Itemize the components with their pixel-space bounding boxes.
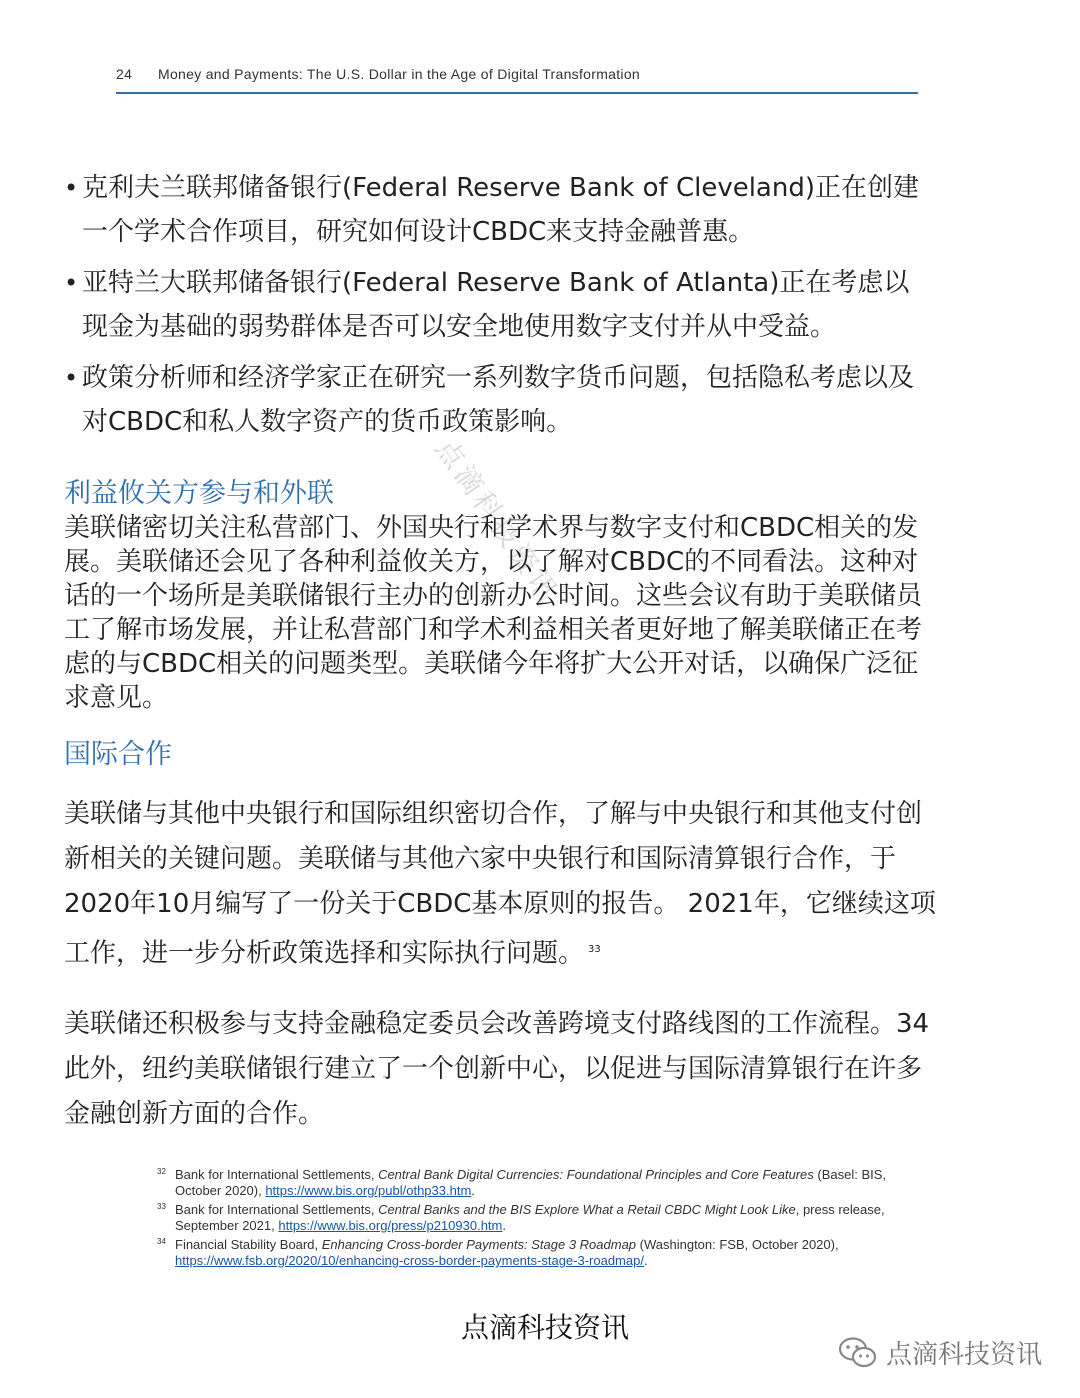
international-paragraph-2: 美联储还积极参与支持金融稳定委员会改善跨境支付路线图的工作流程。34此外，纽约美联储银行建立了一个创新中心，以促进与国际清算银行在许多金融创新方面的合作。 [64, 1009, 930, 1129]
paragraph-text: 美联储与其他中央银行和国际组织密切合作，了解与中央银行和其他支付创新相关的关键问题。美联储与其他六家中央银行和国际清算银行合作，于2020年10月编写了一份关于CBDC基本原则的报告。 2021年，它继续这项工作，进一步分析政策选择和实际执行问题。 [64, 799, 936, 969]
footnotes [157, 1167, 907, 1272]
bullet-text: 亚特兰大联邦储备银行(Federal Reserve Bank of Atlanta)正在考虑以现金为基础的弱势群体是否可以安全地使用数字支付并从中受益。 [82, 268, 910, 342]
bullet-text: 政策分析师和经济学家正在研究一系列数字货币问题，包括隐私考虑以及对CBDC和私人数字资产的货币政策影响。 [82, 363, 915, 437]
wechat-account-name: 点滴科技资讯 [886, 1340, 1043, 1370]
page-header [116, 66, 918, 94]
footnote [157, 1202, 907, 1234]
footnote [157, 1167, 907, 1199]
footnote-title: Enhancing Cross-border Payments: Stage 3 Roadmap [321, 1237, 637, 1252]
footnote-title: Central Banks and the BIS Explore What a Retail CBDC Might Look Like [378, 1202, 796, 1217]
footnote-text: (Basel: BIS, October 2020), [175, 1167, 887, 1198]
footnote-title: Central Bank Digital Currencies: Foundational Principles and Core Features [378, 1167, 814, 1182]
footnote-link[interactable]: https://www.fsb.org/2020/10/enhancing-cross-border-payments-stage-3-roadmap/ [175, 1253, 644, 1268]
footnote-text: . [643, 1253, 648, 1268]
footnote-mark: 34 [157, 1237, 166, 1246]
bullet-item [64, 166, 934, 254]
section-heading-international: 国际合作 [64, 739, 172, 770]
international-paragraph-1 [64, 792, 939, 977]
footnote-mark: 33 [157, 1202, 166, 1211]
footnote-text: Financial Stability Board, [175, 1237, 322, 1252]
section-heading-stakeholders: 利益攸关方参与和外联 [64, 478, 334, 509]
bullet-icon: • [64, 364, 79, 392]
footnote-link[interactable]: https://www.bis.org/publ/othp33.htm [265, 1183, 472, 1198]
footnote-mark: 32 [157, 1167, 166, 1176]
footnote-link[interactable]: https://www.bis.org/press/p210930.htm [278, 1218, 503, 1233]
footnote-text: Bank for International Settlements, [175, 1167, 379, 1182]
wechat-account[interactable] [838, 1334, 1042, 1371]
footnote [157, 1237, 907, 1269]
bullet-text: 克利夫兰联邦储备银行(Federal Reserve Bank of Cleveland)正在创建一个学术合作项目，研究如何设计CBDC来支持金融普惠。 [82, 173, 919, 247]
footnote-text: , press release, September 2021, [175, 1202, 885, 1233]
running-title: Money and Payments: The U.S. Dollar in the Age of Digital Transformation [158, 66, 641, 82]
section-body-stakeholders: 美联储密切关注私营部门、外国央行和学术界与数字支付和CBDC相关的发展。美联储还会见了各种利益攸关方，以了解对CBDC的不同看法。这种对话的一个场所是美联储银行主办的创新办公时间。这些会议有助于美联储员工了解市场发展，并让私营部门和学术利益相关者更好地了解美联储正在考虑的与CBDC相关的问题类型。美联储今年将扩大公开对话，以确保广泛征求意见。 [64, 513, 923, 713]
footnote-ref: 33 [588, 944, 601, 955]
bullet-item [64, 356, 934, 444]
footer-title: 点滴科技资讯 [460, 1311, 629, 1344]
wechat-icon [838, 1336, 878, 1370]
footnote-text: (Washington: FSB, October 2020), [636, 1237, 839, 1252]
footnote-text: Bank for International Settlements, [175, 1202, 379, 1217]
bullet-list [64, 166, 934, 451]
bullet-icon: • [64, 269, 79, 297]
footnote-text: . [471, 1183, 475, 1198]
watermark: 点滴科技资讯 [428, 432, 567, 610]
bullet-icon: • [64, 174, 79, 202]
footnote-text: . [502, 1218, 506, 1233]
bullet-item [64, 261, 934, 349]
page-number: 24 [116, 66, 133, 82]
